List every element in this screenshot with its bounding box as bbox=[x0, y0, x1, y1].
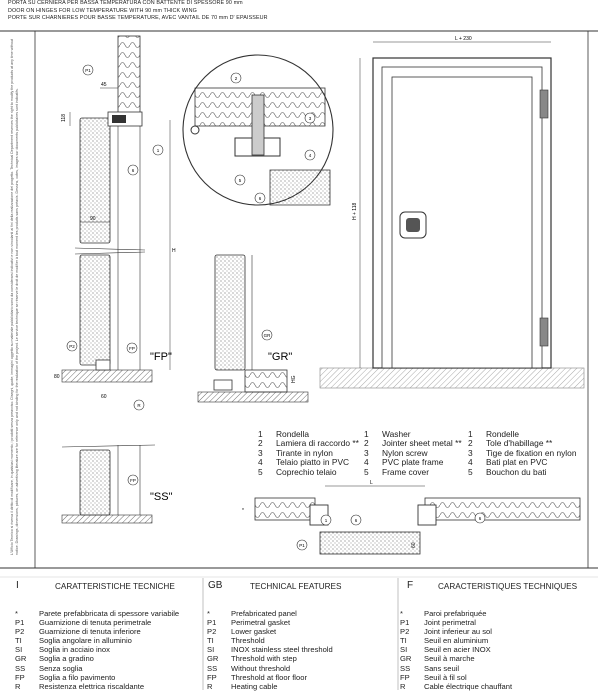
dim-l230: L + 230 bbox=[455, 36, 472, 42]
callout-6: 6 bbox=[131, 168, 135, 173]
dim-90: 90 bbox=[90, 216, 96, 222]
dim-60b: 60 bbox=[411, 542, 417, 548]
gasket-p1 bbox=[112, 115, 126, 123]
callout-2: 2 bbox=[234, 76, 238, 81]
callout-r: R bbox=[137, 403, 141, 408]
callout-fp: FP bbox=[129, 346, 135, 351]
callout-p1-plan: P1 bbox=[299, 543, 305, 548]
callout-1: 1 bbox=[156, 148, 160, 153]
floor-gr bbox=[198, 392, 308, 402]
label-ss: "SS" bbox=[150, 491, 173, 503]
dim-60: 60 bbox=[101, 394, 107, 400]
side-disclaimer: L'Ufficio Tecnico si riserva il diritto di modificare, in qualsiasi momento, i prodotti senza preavviso. Disegni, quote, immagini oggetto su materiale pubblicitario sono da considerarsi indicativi e non vincolanti ai fini della realizzazione del progetto. Technical Department reserves the right to modify the products at any time without notice. Drawings, dimensions, pictures, on advertising literature are for reference only and not binding for the realization of the project. Le service technique se réserve le droit de modifier à tout moment les produits sans préavis. Dessins, cotes, images sur documents publicitaires sont indicatifs. bbox=[10, 38, 19, 555]
callout-5: 5 bbox=[238, 178, 242, 183]
callout-gr: GR bbox=[263, 333, 271, 338]
legend-en: 1 Washer 2 Jointer sheet metal ** 3 Nylon screw 4 PVC plate frame 5 Frame cover bbox=[364, 429, 462, 477]
detail-circle bbox=[183, 55, 333, 205]
section-vertical-gr bbox=[198, 255, 308, 402]
floor-fp bbox=[62, 370, 152, 382]
callout-3: 3 bbox=[308, 116, 312, 121]
dim-80: 80 bbox=[54, 374, 60, 380]
svg-text:*: * bbox=[242, 508, 244, 514]
floor-ss bbox=[62, 515, 152, 523]
door-leaf-ss bbox=[80, 450, 110, 515]
label-gr: "GR" bbox=[268, 351, 293, 363]
floor-elevation bbox=[320, 368, 584, 388]
plan-door-leaf bbox=[320, 532, 420, 554]
features-en: GB TECHNICAL FEATURES * Prefabricated panel P1 Perimetral gasket P2 Lower gasket TI Threshold SI INOX stainless steel threshold GR Threshold with step SS Without threshold FP Threshold at floor floor R Heating cable bbox=[207, 580, 342, 691]
svg-text:6: 6 bbox=[258, 196, 262, 201]
svg-text:6: 6 bbox=[354, 518, 358, 523]
features-fr: F CARACTERISTIQUES TECHNIQUES * Paroi prefabriquée P1 Joint perimetral P2 Joint inferieur au sol TI Seuil en aluminium SI Seuil en acier INOX GR Seuil à marche SS Sans seuil FP Seuil à fil sol R Cable électrique chauffant bbox=[400, 580, 578, 691]
dim-h: H bbox=[172, 248, 176, 254]
dim-45: 45 bbox=[101, 82, 107, 88]
threshold-fp bbox=[96, 360, 110, 370]
callout-fp-ss: FP bbox=[130, 478, 136, 483]
plan-wall-right bbox=[425, 498, 580, 520]
header-english: DOOR ON HINGES FOR LOW TEMPERATURE WITH 90 mm THICK WING bbox=[8, 7, 197, 14]
features-table bbox=[0, 570, 598, 690]
header-italian: PORTA SU CERNIERA PER BASSA TEMPERATURA CON BATTENTE DI SPESSORE 90 mm bbox=[8, 0, 243, 6]
step-panel bbox=[245, 370, 287, 392]
threshold-gr bbox=[214, 380, 232, 390]
hinge-top bbox=[540, 90, 548, 118]
door-leaf-bottom bbox=[80, 255, 110, 365]
handle-lock bbox=[406, 218, 420, 232]
dim-l: L bbox=[370, 480, 373, 486]
features-it: I CARATTERISTICHE TECNICHE * Parete prefabbricata di spessore variabile P1 Guarnizione di tenuta perimetrale P2 Guarnizione di tenuta inferiore TI Soglia angolare in alluminio SI Soglia in acciaio inox GR Soglia a gradino SS Senza soglia FP Soglia a filo pavimento R Resistenza elettrica riscaldante bbox=[15, 580, 180, 691]
door-leaf-gr bbox=[215, 255, 245, 370]
callout-p2: P2 bbox=[69, 344, 75, 349]
door-elevation bbox=[320, 36, 584, 388]
wall-panel bbox=[118, 36, 140, 121]
zoom-fixing bbox=[252, 95, 264, 155]
svg-text:1: 1 bbox=[324, 518, 328, 523]
section-vertical-ss bbox=[62, 445, 173, 523]
door-leaf-top bbox=[80, 118, 110, 243]
svg-text:6: 6 bbox=[478, 516, 482, 521]
legend-it: 1 Rondella 2 Lamiera di raccordo ** 3 Tirante in nylon 4 Telaio piatto in PVC 5 Coprechio telaio bbox=[258, 429, 359, 477]
dim-118: 118 bbox=[61, 114, 67, 122]
label-fp: "FP" bbox=[150, 351, 172, 363]
dim-h118: H + 118 bbox=[352, 202, 358, 220]
header-french: PORTE SUR CHARNIERES POUR BASSE TEMPERATURE, AVEC VANTAIL DE 70 mm D' EPAISSEUR bbox=[8, 15, 268, 22]
plan-section bbox=[242, 480, 580, 554]
callout-4: 4 bbox=[308, 153, 312, 158]
callout-p1: P1 bbox=[85, 68, 91, 73]
dim-hg: HG bbox=[291, 375, 297, 383]
legend-fr: 1 Rondelle 2 Tole d'habillage ** 3 Tige de fixation en nylon 4 Bati plat en PVC 5 Bouchon du bati bbox=[468, 429, 577, 477]
plan-wall-left bbox=[255, 498, 315, 520]
hinge-bottom bbox=[540, 318, 548, 346]
